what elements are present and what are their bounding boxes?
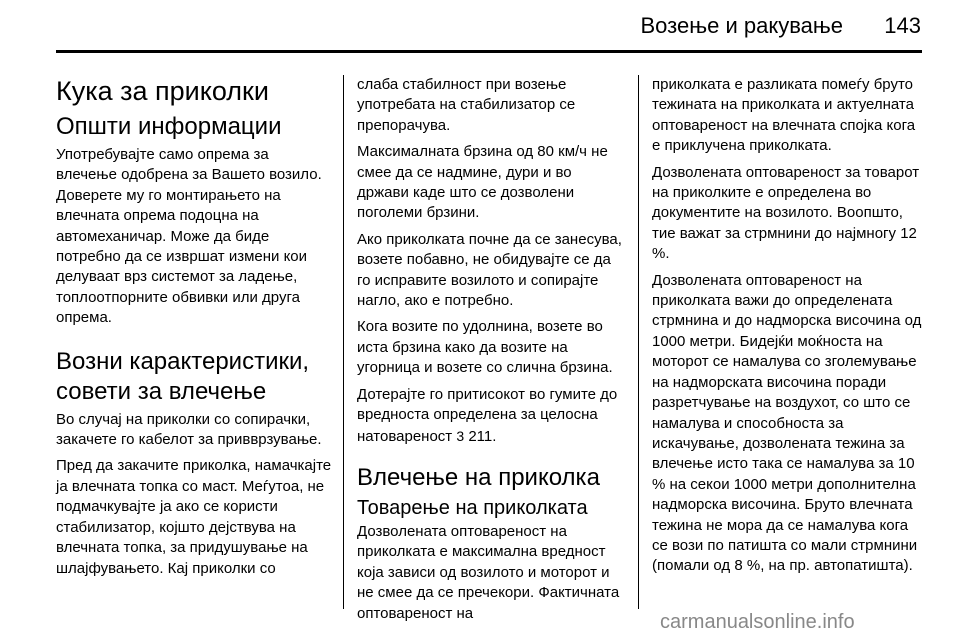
- watermark: carmanualsonline.info: [660, 611, 855, 633]
- towing-heading: Влечење на приколка: [357, 463, 600, 491]
- general-info-heading: Општи информации: [56, 113, 282, 140]
- driving-tips-heading: Возни карактеристики, совети за влечење: [56, 347, 310, 405]
- col3-paragraph-2: Дозволената оптовареност за товарот на приколките е определена во документите на возилото. Воопшто, тие важат за стрмнини до најмногу 12 %.: [652, 163, 920, 263]
- page-header: [0, 0, 960, 60]
- arrow-ref-icon: 3: [456, 427, 465, 444]
- col2-paragraph-2: Максималната брзина од 80 км/ч не смее да се надмине, дури и во држави каде што се дозволени поголеми брзини.: [357, 143, 608, 222]
- column-2: [357, 75, 627, 630]
- page-reference-link[interactable]: 211.: [468, 427, 497, 445]
- column-3: [652, 75, 927, 583]
- col2-paragraph-5: [357, 385, 627, 447]
- trailer-loads-heading: Товарење на приколката: [357, 496, 588, 519]
- col2-paragraph-4: Кога возите по удолнина, возете во иста брзина како да возите на угорница и возете со слична брзина.: [357, 318, 613, 377]
- driving-paragraph-1: Во случај на приколки со сопирачки, закачете го кабелот за привврзување.: [56, 410, 322, 449]
- column-divider-1: [343, 75, 344, 609]
- column-divider-2: [638, 75, 639, 609]
- column-1: [56, 75, 332, 585]
- general-info-paragraph: Употребувајте само опрема за влечење одобрена за Вашето возило. Доверете му го монтирањето на влечната опрема подоцна на автомеханичар. Може да биде потребно да се извршат измени кои делуваат врз системот за ладење, топлоотпорните обвивки или друга опрема.: [56, 146, 322, 327]
- col2-paragraph-3: Ако приколката почне да се занесува, возете побавно, не обидувајте се да го исправите возилото и сопирајте нагло, ако е потребно.: [357, 230, 622, 310]
- page-number: 143: [884, 13, 921, 38]
- col3-paragraph-1: приколката е разликата помеѓу бруто тежината на приколката и актуелната оптовареност на влечната спојка кога е приклучена приколката.: [652, 76, 916, 155]
- header-divider: [56, 50, 922, 53]
- col2-paragraph-1: слаба стабилност при возење употребата на стабилизатор се препорачува.: [357, 76, 576, 134]
- tire-pressure-text: Дотерајте го притисокот во гумите до вредноста определена за целосна натовареност: [357, 385, 618, 445]
- driving-paragraph-2: Пред да закачите приколка, намачкајте ја влечната топка со маст. Меѓутоа, не подмачкувајте ја ако се користи стабилизатор, којшто дејствува на влечната топка, за придушување на шлајфувањето. Кај приколки со: [56, 457, 332, 577]
- col3-paragraph-3: Дозволената оптовареност на приколката важи до определената стрмнина и до надморска височина од 1000 метри. Бидејќи моќноста на моторот се намалува со зголемување на надморската височина поради разретчување на воздухот, со што се намалува и способноста за искачување, дозволената тежина за влечење исто така се намалува за 10 % на секои 1000 метри дополнителна надморска височина. Бруто влечната тежина не мора да се намалува кога се вози по патишта со мали стрмнини (помали од 8 %, на пр. автопатишта).: [652, 271, 922, 575]
- running-header-title: Возење и ракување: [640, 13, 843, 38]
- main-section-title: Кука за приколки: [56, 76, 269, 106]
- col2-paragraph-6: Дозволената оптовареност на приколката е максимална вредност која зависи од возилото и моторот и не смее да се пречекори. Фактичната оптовареност на: [357, 522, 620, 622]
